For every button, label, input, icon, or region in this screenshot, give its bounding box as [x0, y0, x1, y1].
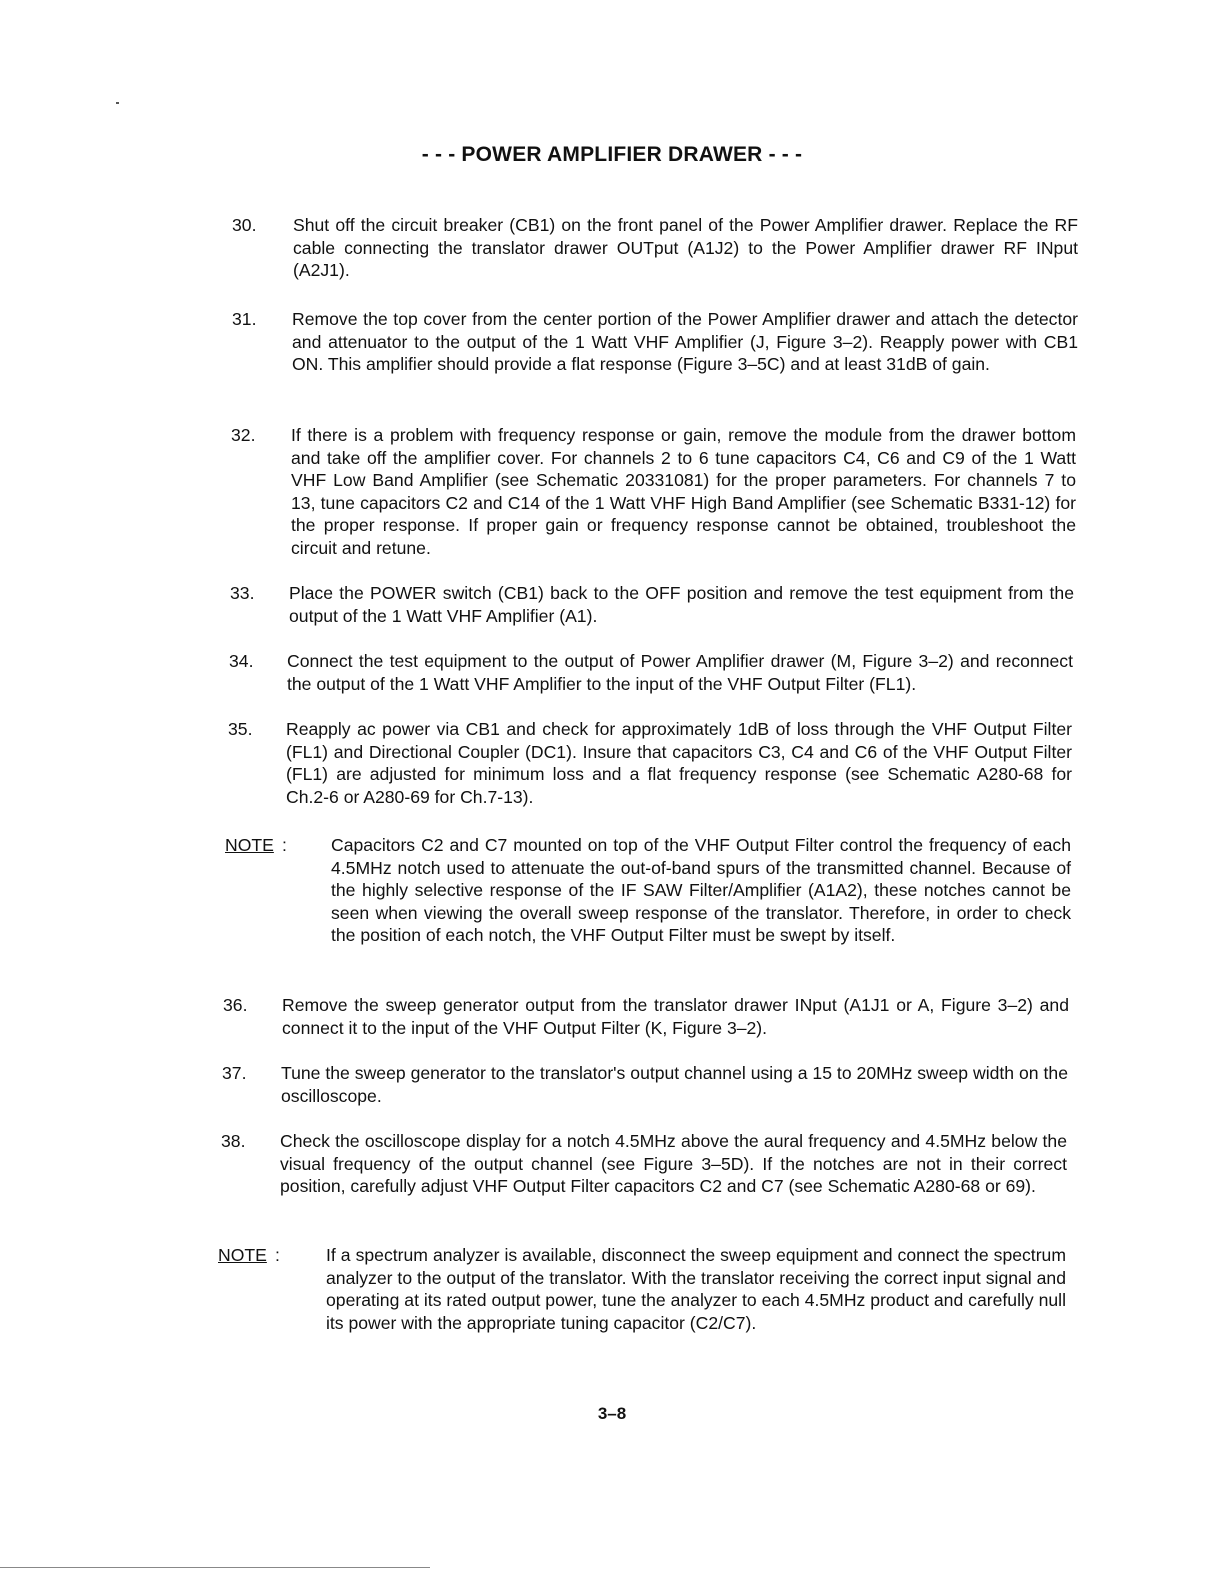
- step-text: Check the oscilloscope display for a notch 4.5MHz above the aural frequency and 4.5MHz below the visual frequency of the output channel (see Figure 3–5D). If the notches are not in their correct position, carefully adjust VHF Output Filter capacitors C2 and C7 (see Schematic A280-68 or 69).: [280, 1131, 1067, 1196]
- procedure-step: [229, 650, 1075, 696]
- step-number: 34.: [229, 651, 254, 671]
- procedure-step: [223, 994, 1069, 1040]
- step-number: 33.: [230, 583, 255, 603]
- step-text: If there is a problem with frequency response or gain, remove the module from the drawer bottom and take off the amplifier cover. For channels 2 to 6 tune capacitors C4, C6 and C9 of the 1 Watt VHF Low Band Amplifier (see Schematic 20331081) for the proper parameters. For channels 7 to 13, tune capacitors C2 and C14 of the 1 Watt VHF High Band Amplifier (see Schematic B331-12) for the proper response. If proper gain or frequency response cannot be obtained, troubleshoot the circuit and retune.: [291, 425, 1076, 558]
- step-number: 37.: [222, 1063, 247, 1083]
- step-number: 35.: [228, 719, 253, 739]
- note-colon: :: [282, 835, 287, 855]
- procedure-step: [222, 1062, 1068, 1108]
- note-text: Capacitors C2 and C7 mounted on top of the VHF Output Filter control the frequency of each 4.5MHz notch used to attenuate the out-of-band spurs of the transmitted channel. Because of the highly selective response of the IF SAW Filter/Amplifier (A1A2), these notches cannot be seen when viewing the overall sweep response of the translator. Therefore, in order to check the position of each notch, the VHF Output Filter must be swept by itself.: [331, 835, 1071, 945]
- procedure-step: [230, 582, 1076, 628]
- step-number: 32.: [231, 425, 256, 445]
- step-number: 31.: [232, 309, 257, 329]
- step-text: Remove the top cover from the center portion of the Power Amplifier drawer and attach the detector and attenuator to the output of the 1 Watt VHF Amplifier (J, Figure 3–2). Reapply power with CB1 ON. This amplifier should provide a flat response (Figure 3–5C) and at least 31dB of gain.: [292, 309, 1078, 374]
- note-label: NOTE: [225, 835, 274, 855]
- procedure-step: [231, 424, 1077, 560]
- note-label: NOTE: [218, 1245, 267, 1265]
- page-number: 3–8: [597, 1404, 627, 1423]
- procedure-step: [228, 718, 1074, 810]
- step-text: Reapply ac power via CB1 and check for approximately 1dB of loss through the VHF Output Filter (FL1) and Directional Coupler (DC1). Insure that capacitors C3, C4 and C6 of the VHF Output Filter (FL1) are adjusted for minimum loss and a flat frequency response (see Schematic A280-68 for Ch.2-6 or A280-69 for Ch.7-13).: [286, 719, 1072, 807]
- step-text: Tune the sweep generator to the translator's output channel using a 15 to 20MHz sweep width on the oscilloscope.: [281, 1063, 1068, 1106]
- note-text: If a spectrum analyzer is available, disconnect the sweep equipment and connect the spectrum analyzer to the output of the translator. With the translator receiving the correct input signal and operating at its rated output power, tune the analyzer to each 4.5MHz product and carefully null its power with the appropriate tuning capacitor (C2/C7).: [326, 1245, 1066, 1333]
- procedure-step: [232, 308, 1078, 398]
- section-title: - - - POWER AMPLIFIER DRAWER - - -: [421, 143, 803, 166]
- step-text: Connect the test equipment to the output of Power Amplifier drawer (M, Figure 3–2) and reconnect the output of the 1 Watt VHF Amplifier to the input of the VHF Output Filter (FL1).: [287, 651, 1073, 694]
- scan-speck: [116, 102, 119, 104]
- step-number: 38.: [221, 1131, 246, 1151]
- note-block: [218, 1244, 1066, 1358]
- note-colon: :: [275, 1245, 280, 1265]
- procedure-step: [221, 1130, 1067, 1222]
- step-number: 30.: [232, 215, 257, 235]
- step-number: 36.: [223, 995, 248, 1015]
- step-text: Place the POWER switch (CB1) back to the OFF position and remove the test equipment from the output of the 1 Watt VHF Amplifier (A1).: [289, 583, 1074, 626]
- note-block: [225, 834, 1071, 970]
- step-text: Remove the sweep generator output from the translator drawer INput (A1J1 or A, Figure 3–2) and connect it to the input of the VHF Output Filter (K, Figure 3–2).: [282, 995, 1069, 1038]
- scan-edge-line: [0, 1567, 430, 1568]
- step-text: Shut off the circuit breaker (CB1) on the front panel of the Power Amplifier drawer. Replace the RF cable connecting the translator drawer OUTput (A1J2) to the Power Amplifier drawer RF INput (A2J1).: [293, 215, 1078, 280]
- procedure-step: [232, 214, 1078, 282]
